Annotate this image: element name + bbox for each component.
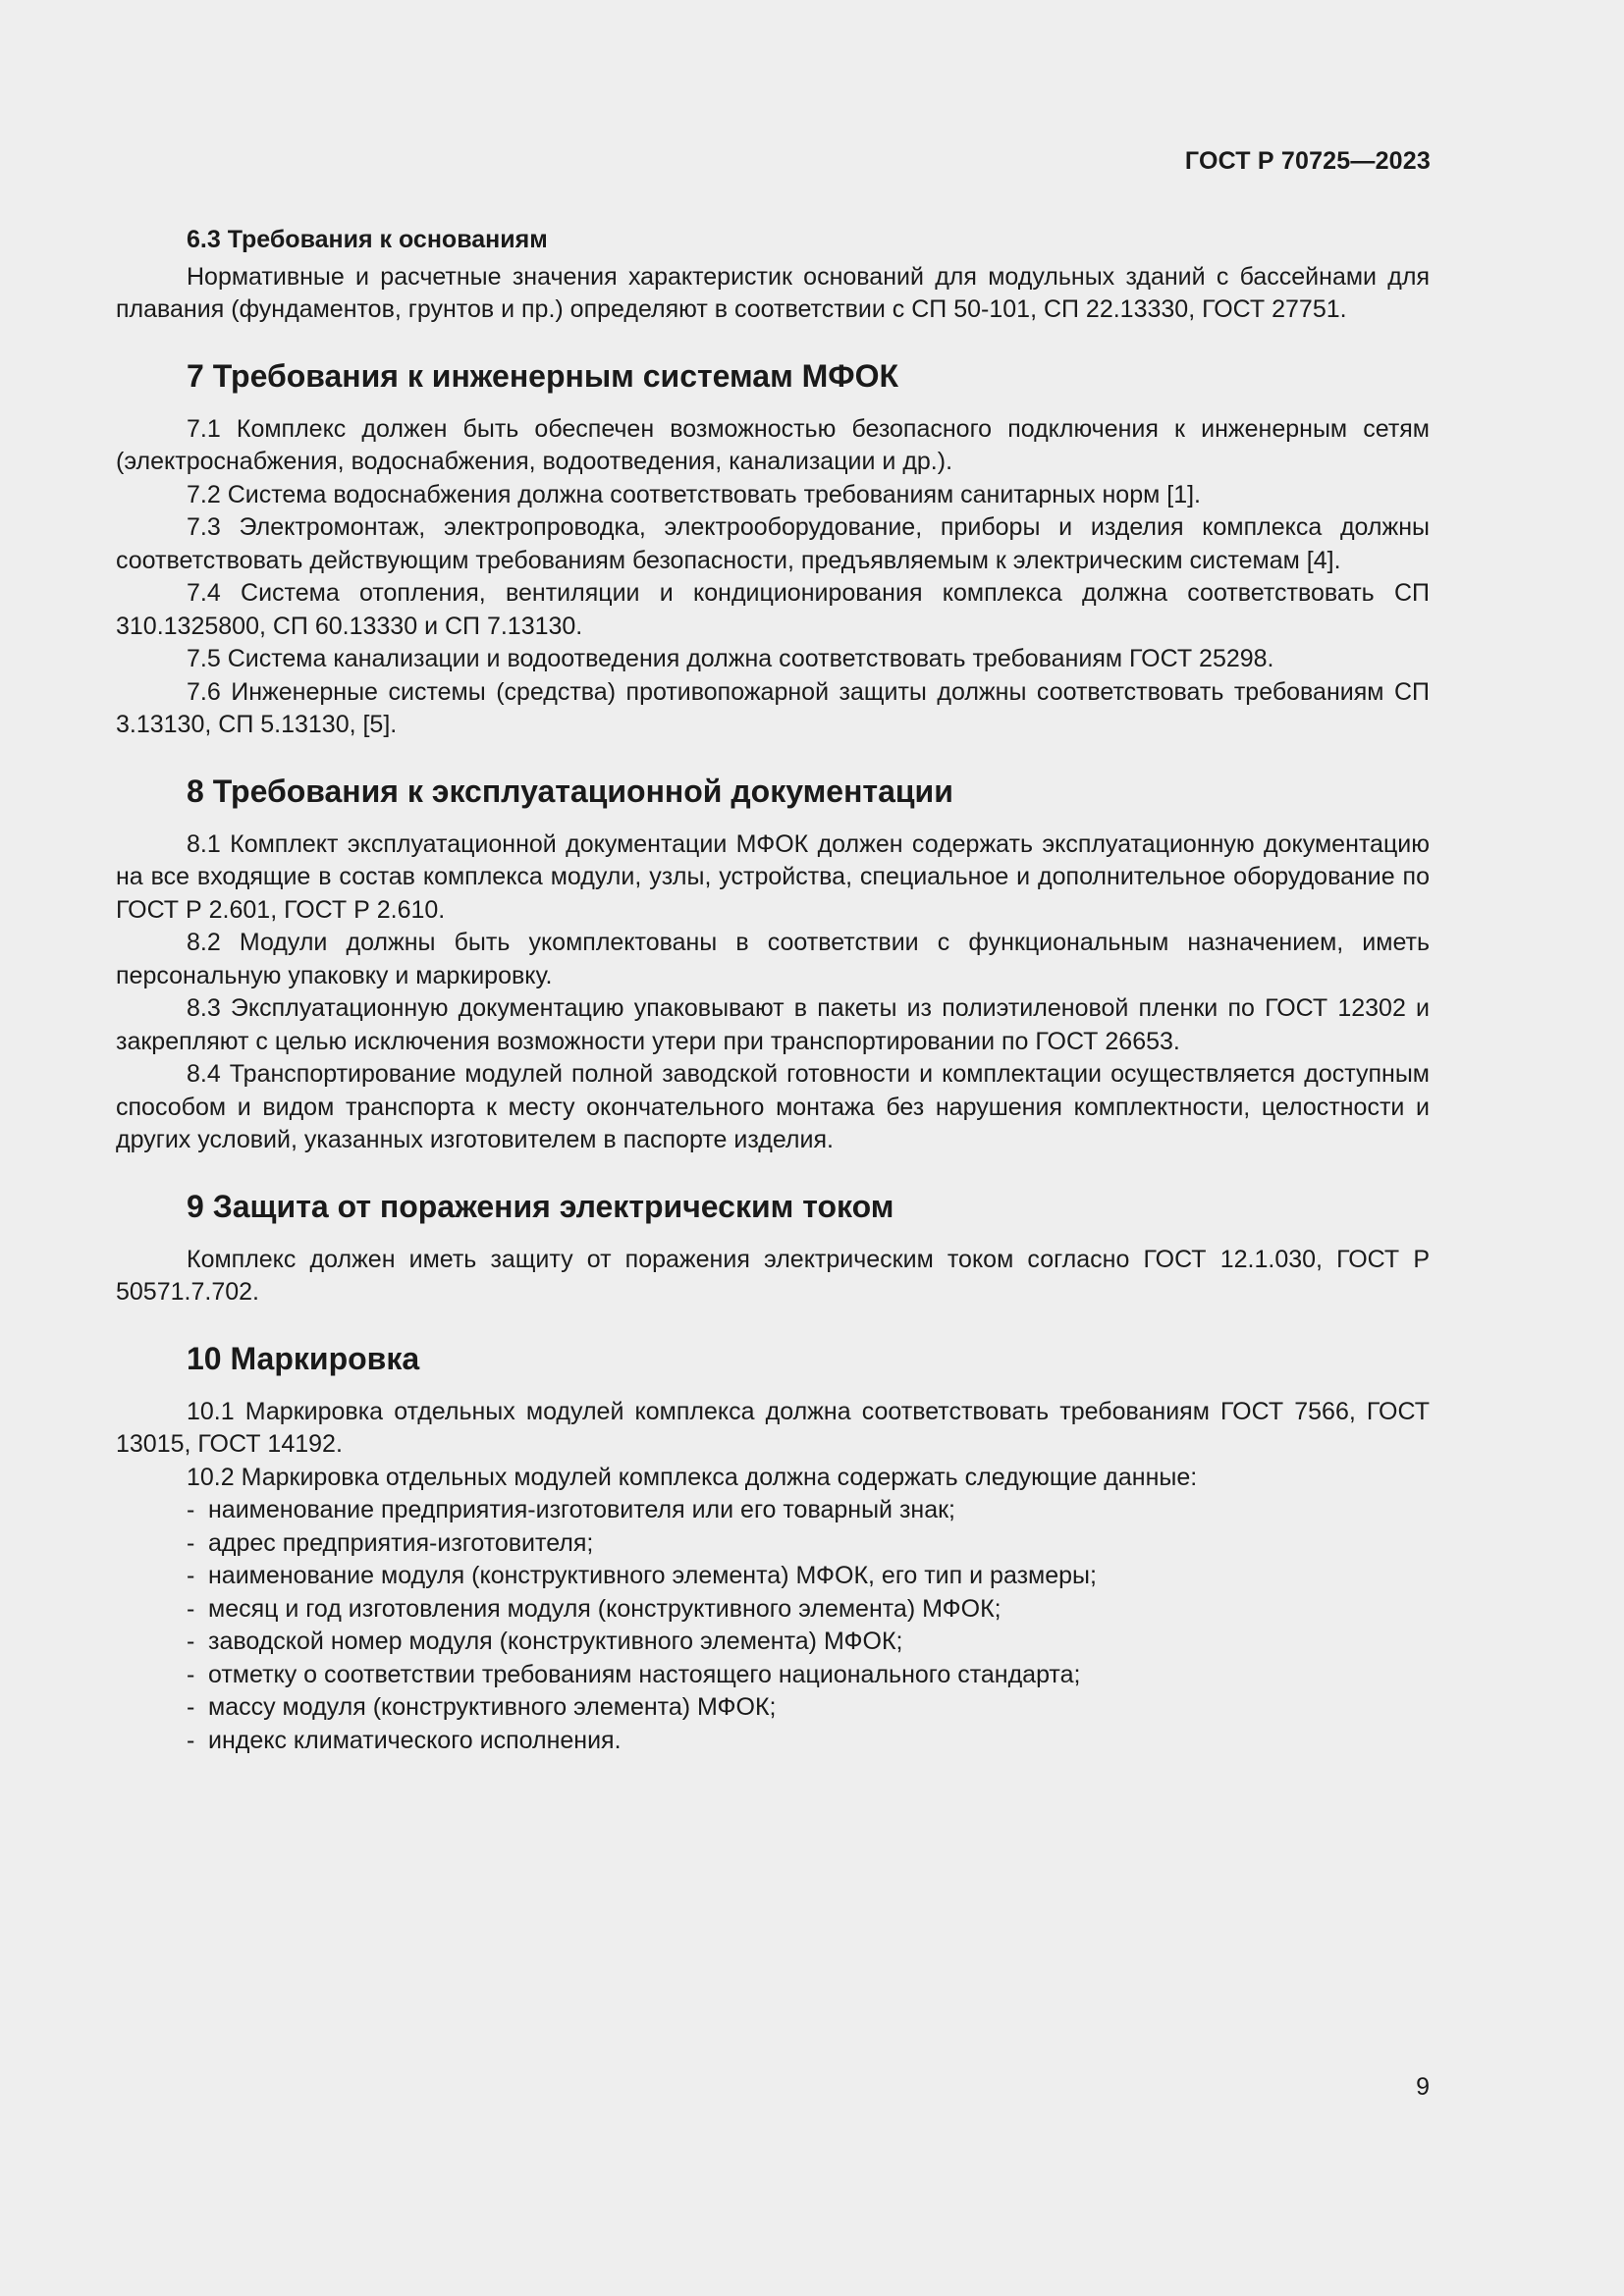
subsection-heading-6-3: 6.3 Требования к основаниям (187, 226, 548, 253)
document-body (116, 224, 1430, 1757)
paragraph-10-1: 10.1 Маркировка отдельных модулей комплекса должна соответствовать требованиям ГОСТ 7566, ГОСТ 13015, ГОСТ 14192. (116, 1397, 1430, 1458)
page-number: 9 (1416, 2073, 1430, 2101)
document-code-header: ГОСТ Р 70725—2023 (1184, 147, 1431, 175)
list-item: - заводской номер модуля (конструктивного элемента) МФОК; (187, 1628, 903, 1655)
paragraph-7-5: 7.5 Система канализации и водоотведения должна соответствовать требованиям ГОСТ 25298. (187, 645, 1274, 672)
section-heading-9: 9 Защита от поражения электрическим током (187, 1188, 894, 1224)
paragraph-8-1: 8.1 Комплект эксплуатационной документации МФОК должен содержать эксплуатационную документацию на все входящие в состав комплекса модули, узлы, устройства, специальное и дополнительное оборудование по ГОСТ Р 2.601, ГОСТ Р 2.610. (116, 829, 1430, 924)
marking-data-list (116, 1494, 1430, 1757)
paragraph-7-1: 7.1 Комплекс должен быть обеспечен возможностью безопасного подключения к инженерным сетям (электроснабжения, водоснабжения, водоотведения, канализации и др.). (116, 414, 1430, 475)
paragraph-10-2: 10.2 Маркировка отдельных модулей комплекса должна содержать следующие данные: (187, 1463, 1198, 1491)
paragraph-8-2: 8.2 Модули должны быть укомплектованы в соответствии с функциональным назначением, иметь персональную упаковку и маркировку. (116, 929, 1430, 989)
section-heading-8: 8 Требования к эксплуатационной документации (187, 773, 953, 809)
list-item: - массу модуля (конструктивного элемента) МФОК; (187, 1693, 777, 1721)
paragraph-8-4: 8.4 Транспортирование модулей полной заводской готовности и комплектации осуществляется доступным способом и видом транспорта к месту окончательного монтажа без нарушения комплектности, целостности и других условий, указанных изготовителем в паспорте изделия. (116, 1060, 1430, 1153)
section-heading-10: 10 Маркировка (187, 1340, 420, 1376)
list-item: - наименование предприятия-изготовителя или его товарный знак; (187, 1496, 955, 1523)
paragraph-8-3: 8.3 Эксплуатационную документацию упаковывают в пакеты из полиэтиленовой пленки по ГОСТ 12302 и закрепляют с целью исключения возможности утери при транспортировании по ГОСТ 26653. (116, 994, 1430, 1055)
paragraph-9: Комплекс должен иметь защиту от поражения электрическим током согласно ГОСТ 12.1.030, ГОСТ Р 50571.7.702. (116, 1245, 1430, 1306)
paragraph-7-4: 7.4 Система отопления, вентиляции и кондиционирования комплекса должна соответствовать СП 310.1325800, СП 60.13330 и СП 7.13130. (116, 579, 1430, 640)
paragraph-6-3: Нормативные и расчетные значения характеристик оснований для модульных зданий с бассейнами для плавания (фундаментов, грунтов и пр.) определяют в соответствии с СП 50-101, СП 22.13330, ГОСТ 27751. (116, 262, 1430, 323)
list-item: - наименование модуля (конструктивного элемента) МФОК, его тип и размеры; (187, 1562, 1097, 1589)
paragraph-7-2: 7.2 Система водоснабжения должна соответствовать требованиям санитарных норм [1]. (187, 480, 1201, 508)
list-item: - адрес предприятия-изготовителя; (187, 1528, 594, 1557)
list-item: - отметку о соответствии требованиям настоящего национального стандарта; (187, 1660, 1081, 1688)
list-item: - месяц и год изготовления модуля (конструктивного элемента) МФОК; (187, 1594, 1001, 1623)
paragraph-7-3: 7.3 Электромонтаж, электропроводка, электрооборудование, приборы и изделия комплекса должны соответствовать действующим требованиям безопасности, предъявляемым к электрическим системам [4]. (116, 513, 1430, 574)
paragraph-7-6: 7.6 Инженерные системы (средства) противопожарной защиты должны соответствовать требованиям СП 3.13130, СП 5.13130, [5]. (116, 677, 1430, 738)
section-heading-7: 7 Требования к инженерным системам МФОК (187, 357, 899, 394)
list-item: - индекс климатического исполнения. (187, 1726, 622, 1754)
